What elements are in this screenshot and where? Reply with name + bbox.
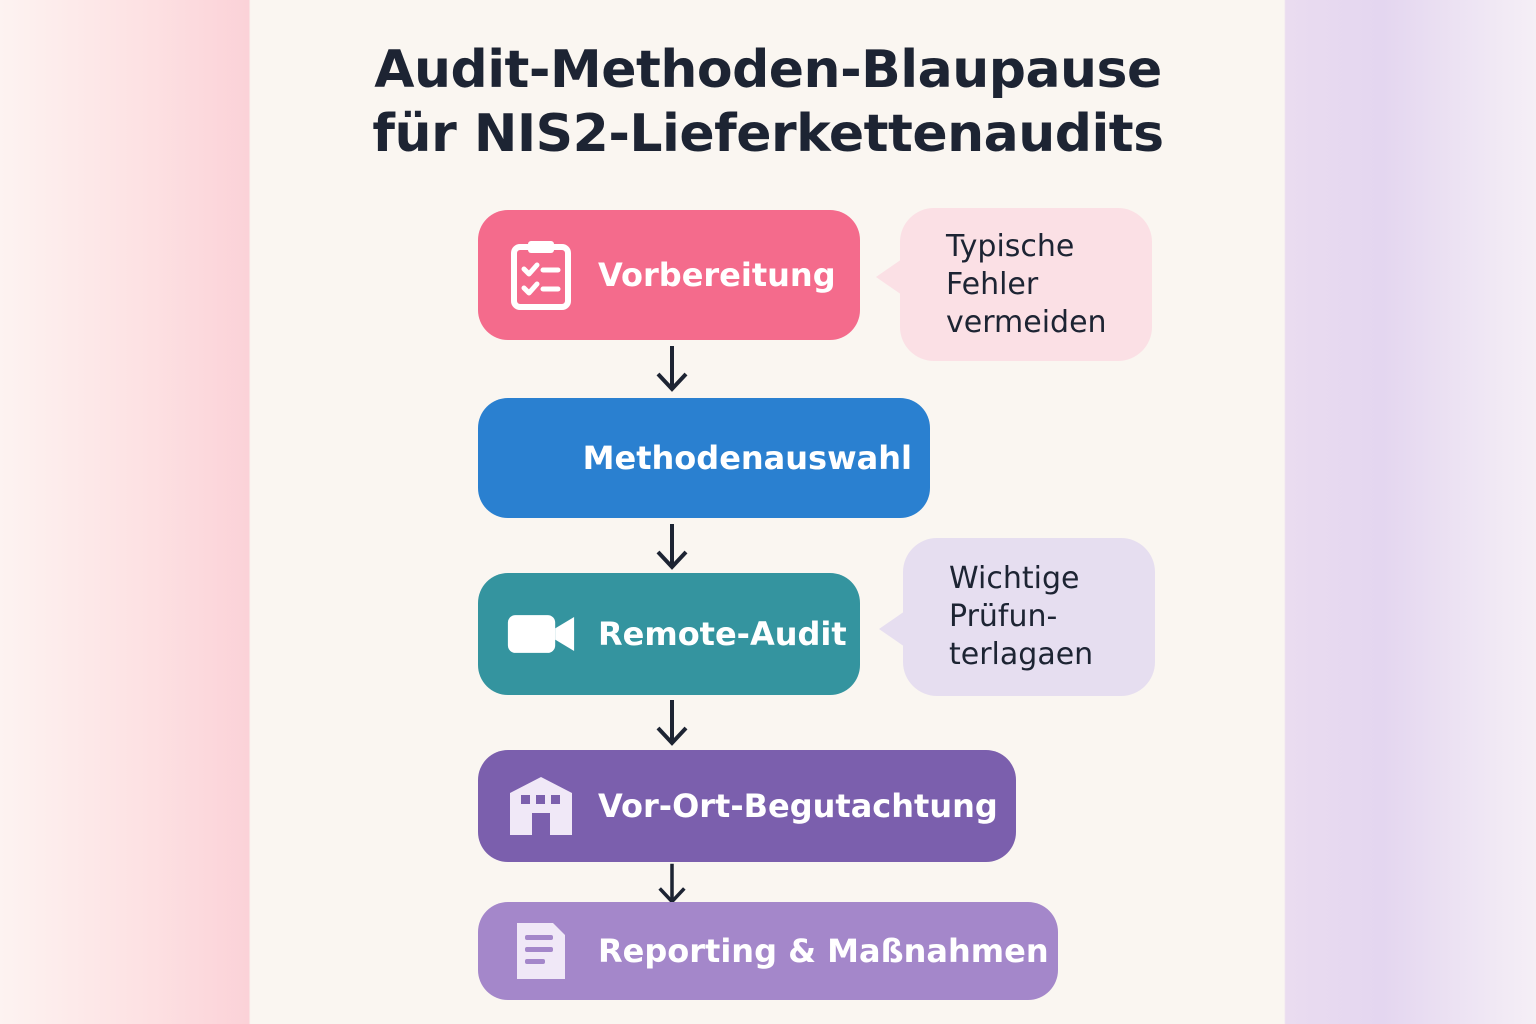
step-remote-audit xyxy=(478,573,860,695)
arrow-down-icon xyxy=(652,522,692,572)
page-title xyxy=(250,38,1286,166)
note-typische-fehler xyxy=(900,208,1152,361)
step-vor-ort-begutachtung xyxy=(478,750,1016,862)
arrow-down-icon xyxy=(652,698,692,748)
title-line-1: Audit-Methoden-Blaupause xyxy=(374,40,1162,100)
speech-bubble-tail xyxy=(879,611,905,647)
step-vorbereitung xyxy=(478,210,860,340)
speech-bubble-tail xyxy=(876,259,902,295)
step-label: Vorbereitung xyxy=(598,256,836,294)
step-label: Reporting & Maßnahmen xyxy=(598,932,1049,970)
step-label: Methodenauswahl xyxy=(582,439,912,477)
note-text: Typische Fehler vermeiden xyxy=(946,228,1107,340)
step-reporting-massnahmen xyxy=(478,902,1058,1000)
document-icon xyxy=(506,916,576,986)
video-camera-icon xyxy=(506,599,576,669)
arrow-down-icon xyxy=(652,862,692,906)
note-wichtige-unterlagen xyxy=(903,538,1155,696)
clipboard-checklist-icon xyxy=(506,240,576,310)
title-line-2: für NIS2-Lieferkettenaudits xyxy=(372,104,1164,164)
note-text: Wichtige Prüfun- terlagaen xyxy=(949,561,1094,672)
building-icon xyxy=(506,771,576,841)
step-label: Remote-Audit xyxy=(598,615,847,653)
step-label: Vor-Ort-Begutachtung xyxy=(598,787,998,825)
arrow-down-icon xyxy=(652,344,692,394)
step-methodenauswahl xyxy=(478,398,930,518)
